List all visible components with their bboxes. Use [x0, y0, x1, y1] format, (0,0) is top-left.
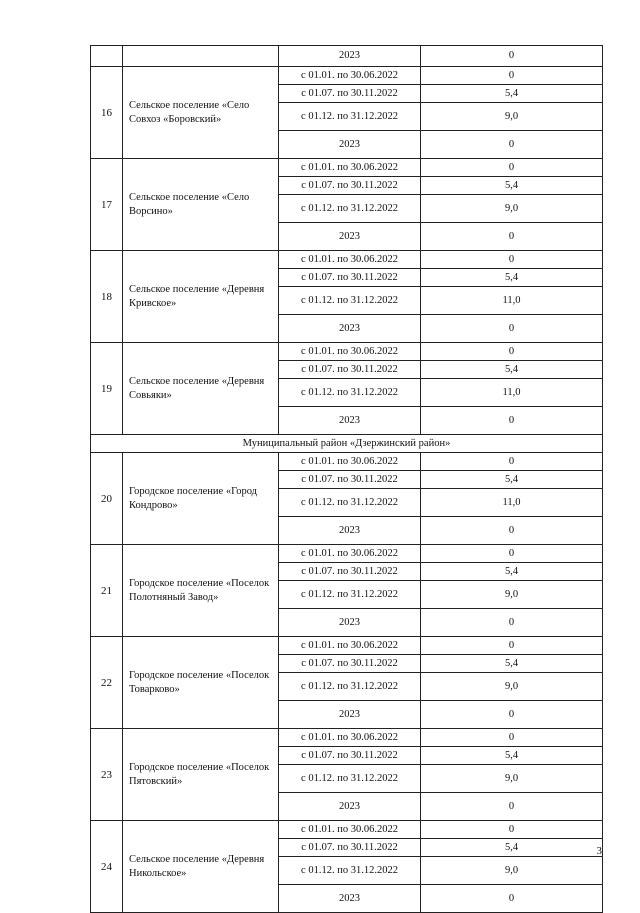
period-cell: с 01.07. по 30.11.2022: [279, 361, 421, 379]
value-cell: 5,4: [421, 269, 603, 287]
settlement-name: Сельское поселение «Деревня Совьяки»: [123, 343, 279, 435]
value-cell: 0: [421, 821, 603, 839]
settlement-name: Городское поселение «Поселок Полотняный Завод»: [123, 545, 279, 637]
value-cell: 0: [421, 453, 603, 471]
value-cell: 0: [421, 793, 603, 821]
period-cell: с 01.07. по 30.11.2022: [279, 655, 421, 673]
period-cell: с 01.12. по 31.12.2022: [279, 489, 421, 517]
row-number: 21: [91, 545, 123, 637]
value-cell: 5,4: [421, 655, 603, 673]
period-cell: 2023: [279, 517, 421, 545]
row-number: 17: [91, 159, 123, 251]
period-cell: 2023: [279, 609, 421, 637]
table-body-group-a: [91, 67, 603, 435]
period-cell: с 01.01. по 30.06.2022: [279, 159, 421, 177]
row-number: 23: [91, 729, 123, 821]
period-cell: 2023: [279, 885, 421, 913]
value-cell: 0: [421, 159, 603, 177]
table-row: [91, 637, 603, 655]
value-cell: 0: [421, 343, 603, 361]
value-cell: 0: [421, 517, 603, 545]
value-cell: 0: [421, 609, 603, 637]
period-cell: с 01.12. по 31.12.2022: [279, 857, 421, 885]
table-row: [91, 453, 603, 471]
value-cell: 9,0: [421, 765, 603, 793]
settlement-name: Сельское поселение «Село Совхоз «Боровский»: [123, 67, 279, 159]
settlement-name: Сельское поселение «Деревня Кривское»: [123, 251, 279, 343]
value-cell: 9,0: [421, 103, 603, 131]
section-title: Муниципальный район «Дзержинский район»: [91, 435, 603, 453]
period-cell: с 01.12. по 31.12.2022: [279, 195, 421, 223]
settlement-name: Городское поселение «Поселок Товарково»: [123, 637, 279, 729]
value-cell: 0: [421, 67, 603, 85]
value-cell: 0: [421, 223, 603, 251]
value-cell: 9,0: [421, 857, 603, 885]
value-cell: 0: [421, 885, 603, 913]
period-cell: с 01.07. по 30.11.2022: [279, 747, 421, 765]
table-row: [91, 46, 603, 67]
settlement-name: Городское поселение «Поселок Пятовский»: [123, 729, 279, 821]
value-cell: 5,4: [421, 747, 603, 765]
period-cell: с 01.01. по 30.06.2022: [279, 67, 421, 85]
value-cell: 9,0: [421, 195, 603, 223]
table-row: [91, 729, 603, 747]
period-cell: с 01.01. по 30.06.2022: [279, 729, 421, 747]
settlement-name: [123, 46, 279, 67]
value-cell: 0: [421, 637, 603, 655]
row-number: 16: [91, 67, 123, 159]
value-cell: 9,0: [421, 673, 603, 701]
value-cell: 5,4: [421, 361, 603, 379]
table-row: [91, 821, 603, 839]
row-number: 18: [91, 251, 123, 343]
settlement-name: Сельское поселение «Село Ворсино»: [123, 159, 279, 251]
row-number: 24: [91, 821, 123, 913]
value-cell: 11,0: [421, 489, 603, 517]
period-cell: с 01.12. по 31.12.2022: [279, 765, 421, 793]
value-cell: 0: [421, 131, 603, 159]
period-cell: с 01.12. по 31.12.2022: [279, 287, 421, 315]
value-cell: 5,4: [421, 177, 603, 195]
tariff-table: [90, 45, 603, 913]
period-cell: 2023: [279, 315, 421, 343]
table-row: [91, 343, 603, 361]
period-cell: с 01.07. по 30.11.2022: [279, 269, 421, 287]
period-cell: с 01.01. по 30.06.2022: [279, 821, 421, 839]
period-cell: с 01.12. по 31.12.2022: [279, 103, 421, 131]
table-row: [91, 67, 603, 85]
value-cell: 5,4: [421, 471, 603, 489]
period-cell: с 01.01. по 30.06.2022: [279, 251, 421, 269]
table-row: [91, 545, 603, 563]
period-cell: с 01.07. по 30.11.2022: [279, 177, 421, 195]
period-cell: с 01.01. по 30.06.2022: [279, 453, 421, 471]
value-cell: 0: [421, 701, 603, 729]
period-cell: с 01.12. по 31.12.2022: [279, 379, 421, 407]
value-cell: 0: [421, 407, 603, 435]
value-cell: 11,0: [421, 287, 603, 315]
period-cell: с 01.07. по 30.11.2022: [279, 85, 421, 103]
period-cell: 2023: [279, 701, 421, 729]
period-cell: 2023: [279, 407, 421, 435]
value-cell: 0: [421, 46, 603, 67]
section-row: [91, 435, 603, 453]
period-cell: с 01.01. по 30.06.2022: [279, 545, 421, 563]
row-number: 19: [91, 343, 123, 435]
value-cell: 5,4: [421, 839, 603, 857]
period-cell: с 01.01. по 30.06.2022: [279, 343, 421, 361]
period-cell: с 01.07. по 30.11.2022: [279, 471, 421, 489]
value-cell: 0: [421, 315, 603, 343]
page-number: 3: [596, 845, 602, 857]
table-body-top: [91, 46, 603, 67]
settlement-name: Городское поселение «Город Кондрово»: [123, 453, 279, 545]
value-cell: 11,0: [421, 379, 603, 407]
value-cell: 0: [421, 729, 603, 747]
value-cell: 0: [421, 251, 603, 269]
period-cell: с 01.07. по 30.11.2022: [279, 839, 421, 857]
period-cell: 2023: [279, 793, 421, 821]
value-cell: 0: [421, 545, 603, 563]
row-number: [91, 46, 123, 67]
table-row: [91, 159, 603, 177]
value-cell: 5,4: [421, 563, 603, 581]
table-body-section: [91, 435, 603, 453]
table-body-group-b: [91, 453, 603, 913]
row-number: 22: [91, 637, 123, 729]
period-cell: с 01.07. по 30.11.2022: [279, 563, 421, 581]
value-cell: 5,4: [421, 85, 603, 103]
period-cell: 2023: [279, 223, 421, 251]
period-cell: с 01.01. по 30.06.2022: [279, 637, 421, 655]
row-number: 20: [91, 453, 123, 545]
period-cell: 2023: [279, 46, 421, 67]
settlement-name: Сельское поселение «Деревня Никольское»: [123, 821, 279, 913]
value-cell: 9,0: [421, 581, 603, 609]
period-cell: 2023: [279, 131, 421, 159]
period-cell: с 01.12. по 31.12.2022: [279, 673, 421, 701]
table-row: [91, 251, 603, 269]
period-cell: с 01.12. по 31.12.2022: [279, 581, 421, 609]
